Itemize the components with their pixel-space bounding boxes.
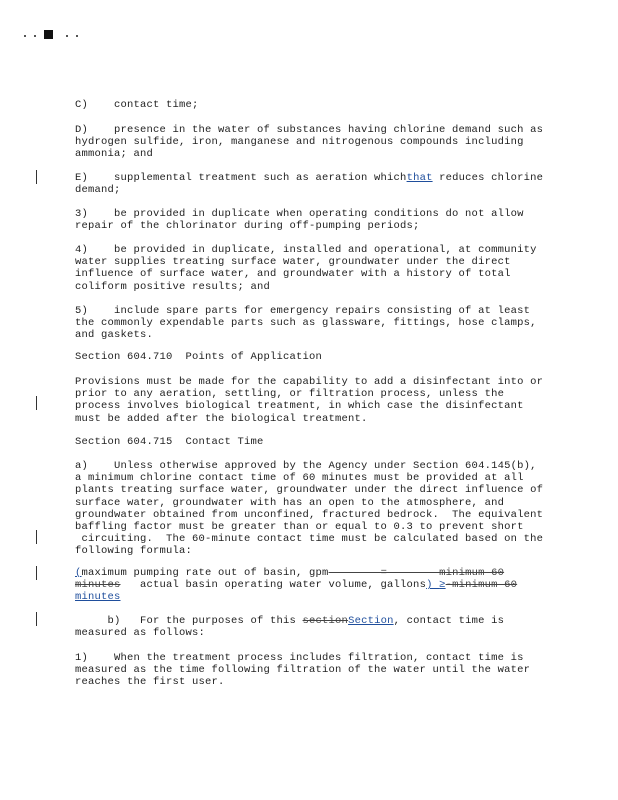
inserted-text: ≥	[439, 579, 446, 592]
subsection-b: b) For the purposes of this sectionSection, contact time is measured as follows:	[75, 615, 505, 640]
change-bar	[36, 396, 37, 410]
section-604-710-heading: Section 604.710 Points of Application	[75, 351, 323, 363]
section-604-715-heading: Section 604.715 Contact Time	[75, 436, 264, 448]
item-e: E) supplemental treatment such as aeration whichthat reduces chlorine demand;	[75, 172, 544, 197]
deleted-text: = minimum 60	[328, 567, 505, 579]
provisions-paragraph: Provisions must be made for the capability to add a disinfectant into or prior to any aeration, settling, or filtration process, unless the process involves biological treatment, in which case the disinfectant must be added after the biological treatment.	[75, 376, 544, 425]
item-4: 4) be provided in duplicate, installed and operational, at community water supplies treating surface water, groundwater under the direct influence of surface water, and groundwater with a history of total coliform positive results; and	[75, 244, 537, 293]
inserted-text: minutes	[75, 591, 121, 604]
inserted-text: Section	[348, 615, 394, 627]
deleted-text: -minimum 60	[445, 579, 518, 592]
inserted-text: (	[75, 567, 82, 579]
scan-artifact	[20, 30, 82, 40]
item-3: 3) be provided in duplicate when operating conditions do not allow repair of the chlorinator during off-pumping periods;	[75, 208, 524, 233]
item-5: 5) include spare parts for emergency repairs consisting of at least the commonly expendable parts such as glassware, fittings, hose clamps, and gaskets.	[75, 305, 537, 342]
deleted-text: section	[302, 615, 349, 627]
deleted-text: minutes	[75, 579, 121, 592]
inserted-text: that	[406, 172, 433, 184]
change-bar	[36, 170, 37, 184]
item-d: D) presence in the water of substances having chlorine demand such as hydrogen sulfide, iron, manganese and nitrogenous compounds including ammonia; and	[75, 124, 544, 161]
subsection-a: a) Unless otherwise approved by the Agency under Section 604.145(b), a minimum chlorine contact time of 60 minutes must be provided at all plants treating surface water, groundwater under the direct influence of surface water, groundwater with has an open to the atmosphere, and groundwater obtained from unconfined, fractured bedrock. The equivalent baffling factor must be greater than or equal to 0.3 to prevent short circuiting. The 60-minute contact time must be calculated based on the following formula:	[75, 460, 544, 558]
change-bar	[36, 612, 37, 626]
change-bar	[36, 566, 37, 580]
contact-time-formula: (maximum pumping rate out of basin, gpm = minimum 60 minutes actual basin operating water volume, gallons) ≥-minimum 60 minutes	[75, 567, 518, 604]
item-1: 1) When the treatment process includes filtration, contact time is measured as the time following filtration of the water until the water reaches the first user.	[75, 652, 531, 689]
change-bar	[36, 530, 37, 544]
item-c: C) contact time;	[75, 99, 199, 111]
inserted-text: )	[426, 579, 440, 592]
